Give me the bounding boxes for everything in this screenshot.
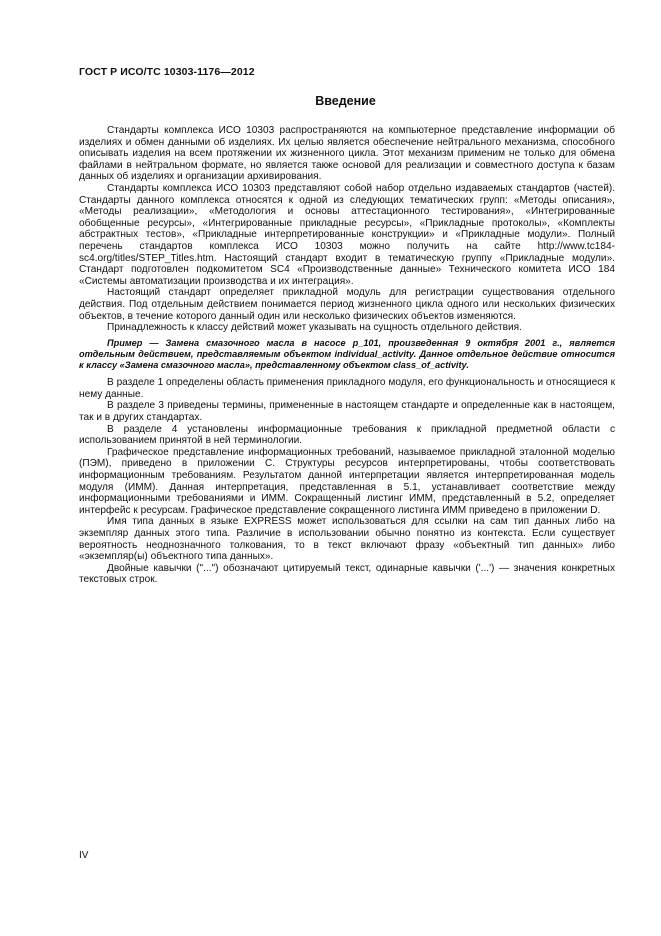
paragraph: В разделе 4 установлены информационные требования к прикладной предметной области с использованием принятой в ней терминологии. <box>79 423 615 447</box>
paragraph: В разделе 1 определены область применения прикладного модуля, его функциональность и относящиеся к нему данные. <box>79 377 615 400</box>
paragraph: Принадлежность к классу действий может указывать на сущность отдельного действия. <box>107 322 522 334</box>
section-title: Введение <box>315 94 376 108</box>
paragraph: Стандарты комплекса ИСО 10303 распространяются на компьютерное представление информации об изделиях и обмен данными об изделиях. Их целью является обеспечение нейтрального механизма, способного описывать изделия на всем протяжении их жизненного цикла. Этот механизм применим не только для обмена файлами в нейтральном формате, но является также основой для реализации и совместного доступа к базам данных об изделиях и организации архивирования. <box>79 125 615 183</box>
paragraph: Имя типа данных в языке EXPRESS может использоваться для ссылки на сам тип данных либо на экземпляр данных этого типа. Различие в использовании обычно понятно из контекста. Если существует вероятность неоднозначного толкования, то в текст включают фразу «объектный тип данных» либо «экземпляр(ы) объектного типа данных». <box>79 516 615 563</box>
paragraph: Двойные кавычки ("...") обозначают цитируемый текст, одинарные кавычки ('...') — значения конкретных текстовых строк. <box>79 562 615 586</box>
example-note: Пример — Замена смазочного масла в насосе p_101, произведенная 9 октября 2001 г., является отдельным действием, представляемым объектом individual_activity. Данное отдельное действие относится к классу «Замена смазочного масла», представленному объектом class_of_activity. <box>79 337 615 371</box>
paragraph: В разделе 3 приведены термины, примененные в настоящем стандарте и определенные как в настоящем, так и в других стандартах. <box>79 400 615 424</box>
document-code-header: ГОСТ Р ИСО/ТС 10303-1176—2012 <box>79 66 255 78</box>
paragraph: Настоящий стандарт определяет прикладной модуль для регистрации существования отдельного действия. Под отдельным действием понимается период жизненного цикла одного или нескольких физических объектов, в течение которого данный один или несколько физических объектов изменяются. <box>79 287 615 322</box>
paragraph: Стандарты комплекса ИСО 10303 представляют собой набор отдельно издаваемых стандартов (частей). Стандарты данного комплекса относятся к одной из следующих тематических групп: «Методы описания», «Методы реализации», «Методология и основы аттестационного тестирования», «Интегрированные обобщенные ресурсы», «Интегрированные прикладные ресурсы», «Прикладные протоколы», «Комплекты абстрактных тестов», «Прикладные интерпретированные конструкции» и «Прикладные модули». Полный перечень стандартов комплекса ИСО 10303 можно получить на сайте http://www.tc184-sc4.org/titles/STEP_Titles.htm. Настоящий стандарт входит в тематическую группу «Прикладные модули». Стандарт подготовлен подкомитетом SC4 «Производственные данные» Технического комитета ИСО 184 «Системы автоматизации производства и их интеграция». <box>79 182 615 287</box>
page-number: IV <box>79 850 89 861</box>
paragraph: Графическое представление информационных требований, называемое прикладной эталонной моделью (ПЭМ), приведено в приложении С. Структуры ресурсов интерпретированы, чтобы соответствовать информационным требованиям. Результатом данной интерпретации является интерпретированная модель модуля (ИММ). Данная интерпретация, представленная в 5.1, устанавливает соответствие между информационными требованиями и ИММ. Сокращенный листинг ИММ, представленный в 5.2, определяет интерфейс к ресурсам. Графическое представление сокращенного листинга ИММ приведено в приложении D. <box>79 446 615 516</box>
body-text <box>79 125 615 586</box>
